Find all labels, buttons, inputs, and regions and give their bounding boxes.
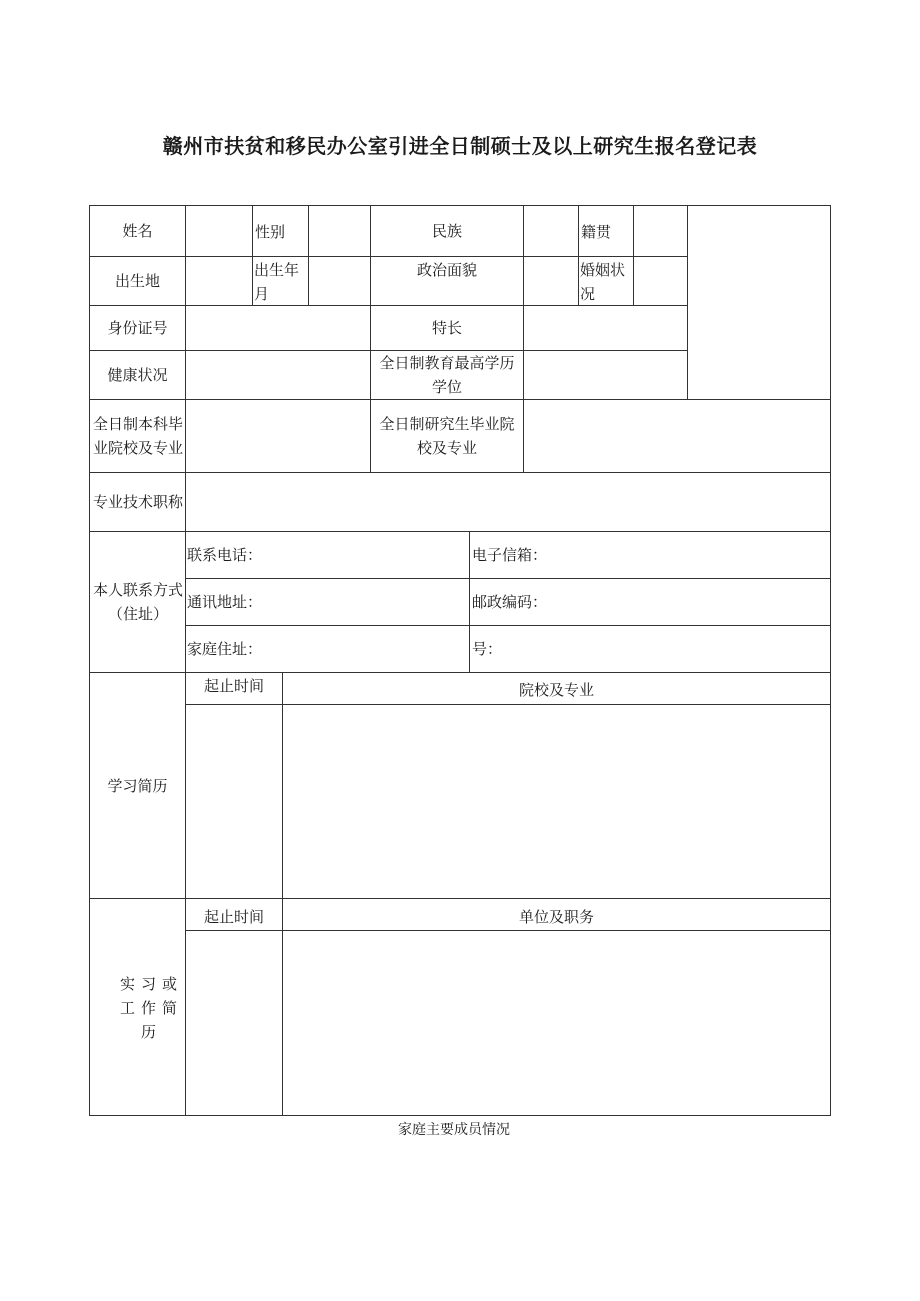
label-political-status: 政治面貌: [416, 261, 477, 279]
col-line: [185, 205, 186, 1116]
label-work-unit: 单位及职务: [518, 908, 594, 926]
row-line: [89, 898, 831, 899]
col-line: [523, 205, 524, 473]
label-marital-status: 婚姻状况: [580, 261, 626, 303]
footer-family-members: 家庭主要成员情况: [398, 1122, 510, 1138]
label-study-school: 院校及专业: [518, 681, 594, 699]
table-border-bottom: [89, 1115, 831, 1116]
row-line: [89, 531, 831, 532]
label-ethnicity: 民族: [431, 222, 462, 240]
label-phone: 联系电话：: [187, 546, 263, 564]
label-undergrad-school: 全日制本科毕业院校及专业: [93, 415, 184, 457]
label-highest-degree: 全日制教育最高学历学位: [379, 354, 515, 396]
label-work-history: 实习或工作简历: [119, 975, 183, 1041]
row-line: [185, 578, 831, 579]
label-work-period: 起止时间: [203, 908, 264, 926]
label-grad-school: 全日制研究生毕业院校及专业: [379, 415, 515, 457]
label-study-period: 起止时间: [203, 677, 264, 695]
label-postal-code: 邮政编码：: [472, 593, 548, 611]
label-id-number: 身份证号: [107, 319, 168, 337]
label-native-place: 籍贯: [581, 223, 612, 241]
table-border-right: [830, 205, 831, 1116]
label-home-address: 家庭住址：: [187, 640, 263, 658]
col-line: [308, 205, 309, 306]
col-line: [282, 672, 283, 1116]
label-gender: 性别: [255, 223, 286, 241]
label-mail-address: 通讯地址：: [187, 593, 263, 611]
label-name: 姓名: [122, 222, 153, 240]
label-contact: 本人联系方式（住址）: [93, 581, 184, 623]
form-title: 赣州市扶贫和移民办公室引进全日制硕士及以上研究生报名登记表: [162, 134, 758, 158]
label-email: 电子信箱：: [472, 546, 548, 564]
col-line: [469, 531, 470, 673]
label-specialty: 特长: [431, 319, 462, 337]
col-line: [633, 205, 634, 306]
label-birthplace: 出生地: [114, 272, 160, 290]
label-professional-title: 专业技术职称: [93, 493, 184, 511]
label-birth-date: 出生年月: [254, 261, 300, 303]
col-line: [687, 205, 688, 400]
label-study-history: 学习简历: [107, 776, 168, 795]
label-health: 健康状况: [107, 366, 168, 384]
row-line: [185, 625, 831, 626]
label-number: 号：: [472, 640, 503, 658]
row-line: [89, 472, 831, 473]
